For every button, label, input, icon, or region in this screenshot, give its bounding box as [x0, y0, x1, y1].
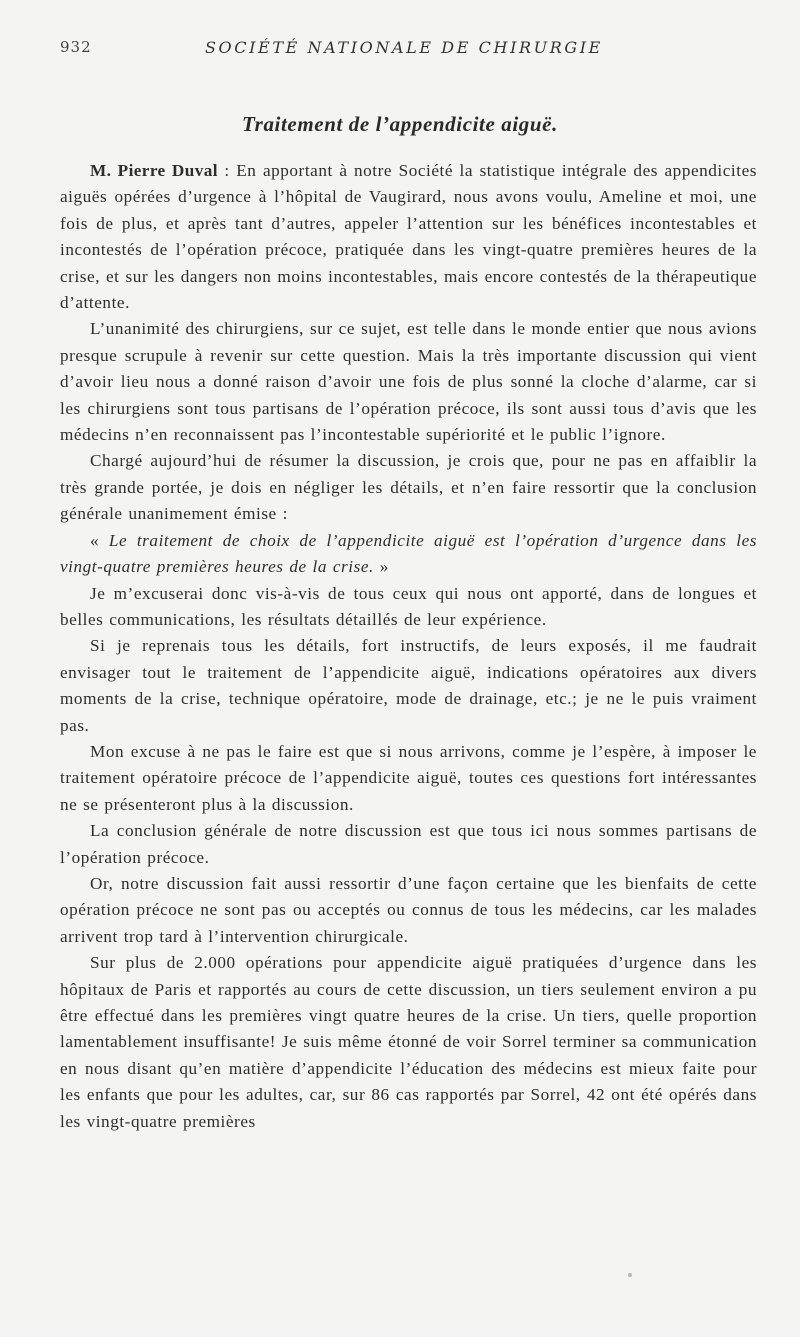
- quote-text: Le traitement de choix de l’appendicite aiguë est l’opération d’urgence dans les vingt-quatre premières heures de la crise.: [60, 530, 757, 577]
- paragraph: Sur plus de 2.000 opérations pour appendicite aiguë pratiquées d’urgence dans les hôpitaux de Paris et rapportés au cours de cette discussion, un tiers seulement environ a pu être effectué dans les premières vingt quatre heures de la crise. Un tiers, quelle proportion lamentablement insuffisante! Je suis même étonné de voir Sorrel terminer sa communication en nous disant qu’en matière d’appendicite l’éducation des médecins est mieux faite pour les enfants que pour les adultes, car, sur 86 cas rapportés par Sorrel, 42 ont été opérés dans les vingt-quatre premières: [60, 953, 757, 1131]
- paper-speck: [628, 1273, 632, 1277]
- paragraph: Chargé aujourd’hui de résumer la discussion, je crois que, pour ne pas en affaiblir la très grande portée, je dois en négliger les détails, et n’en faire ressortir que la conclusion générale unanimement émise :: [60, 451, 757, 524]
- speaker-name: M. Pierre Duval: [90, 161, 218, 180]
- paragraph: [60, 158, 757, 316]
- paragraph: Si je reprenais tous les détails, fort instructifs, de leurs exposés, il me faudrait envisager tout le traitement de l’appendicite aiguë, indications opératoires aux divers moments de la crise, technique opératoire, mode de drainage, etc.; je ne le puis vraiment pas.: [60, 636, 757, 735]
- paragraph-text: : En apportant à notre Société la statistique intégrale des appendicites aiguës opérées d’urgence à l’hôpital de Vaugirard, nous avons voulu, Ameline et moi, une fois de plus, et après tant d’autres, appeler l’attention sur les bénéfices incontestables et incontestés de l’opération précoce, pratiquée dans les vingt-quatre premières heures de la crise, et sur les dangers non moins incontestables, mais encore contestés de la thérapeutique d’attente.: [60, 161, 758, 313]
- paragraph: L’unanimité des chirurgiens, sur ce sujet, est telle dans le monde entier que nous avions presque scrupule à revenir sur cette question. Mais la très importante discussion qui vient d’avoir lieu nous a donné raison d’avoir une fois de plus sonné la cloche d’alarme, car si les chirurgiens sont tous partisans de l’opération précoce, ils sont aussi tous d’avis que les médecins n’en reconnaissent pas l’incontestable supériorité et le public l’ignore.: [60, 319, 757, 445]
- page-header: [60, 38, 760, 62]
- article-title: Traitement de l’appendicite aiguë.: [242, 112, 558, 136]
- paragraph: La conclusion générale de notre discussion est que tous ici nous sommes partisans de l’opération précoce.: [60, 821, 757, 867]
- page-number: 932: [60, 38, 92, 56]
- article-body: [60, 158, 757, 1135]
- quoted-conclusion: [60, 528, 757, 581]
- quote-close-mark: »: [373, 557, 389, 577]
- quote-open-mark: «: [90, 530, 109, 550]
- paragraph: Je m’excuserai donc vis-à-vis de tous ceux qui nous ont apporté, dans de longues et belles communications, les résultats détaillés de leur expérience.: [60, 583, 757, 629]
- paragraph: Mon excuse à ne pas le faire est que si nous arrivons, comme je l’espère, à imposer le traitement opératoire précoce de l’appendicite aiguë, toutes ces questions fort intéressantes ne se présenteront plus à la discussion.: [60, 741, 757, 814]
- running-head: SOCIÉTÉ NATIONALE DE CHIRURGIE: [205, 38, 603, 57]
- paragraph: Or, notre discussion fait aussi ressortir d’une façon certaine que les bienfaits de cette opération précoce ne sont pas ou acceptés ou connus de tous les médecins, car les malades arrivent trop tard à l’intervention chirurgicale.: [60, 873, 757, 946]
